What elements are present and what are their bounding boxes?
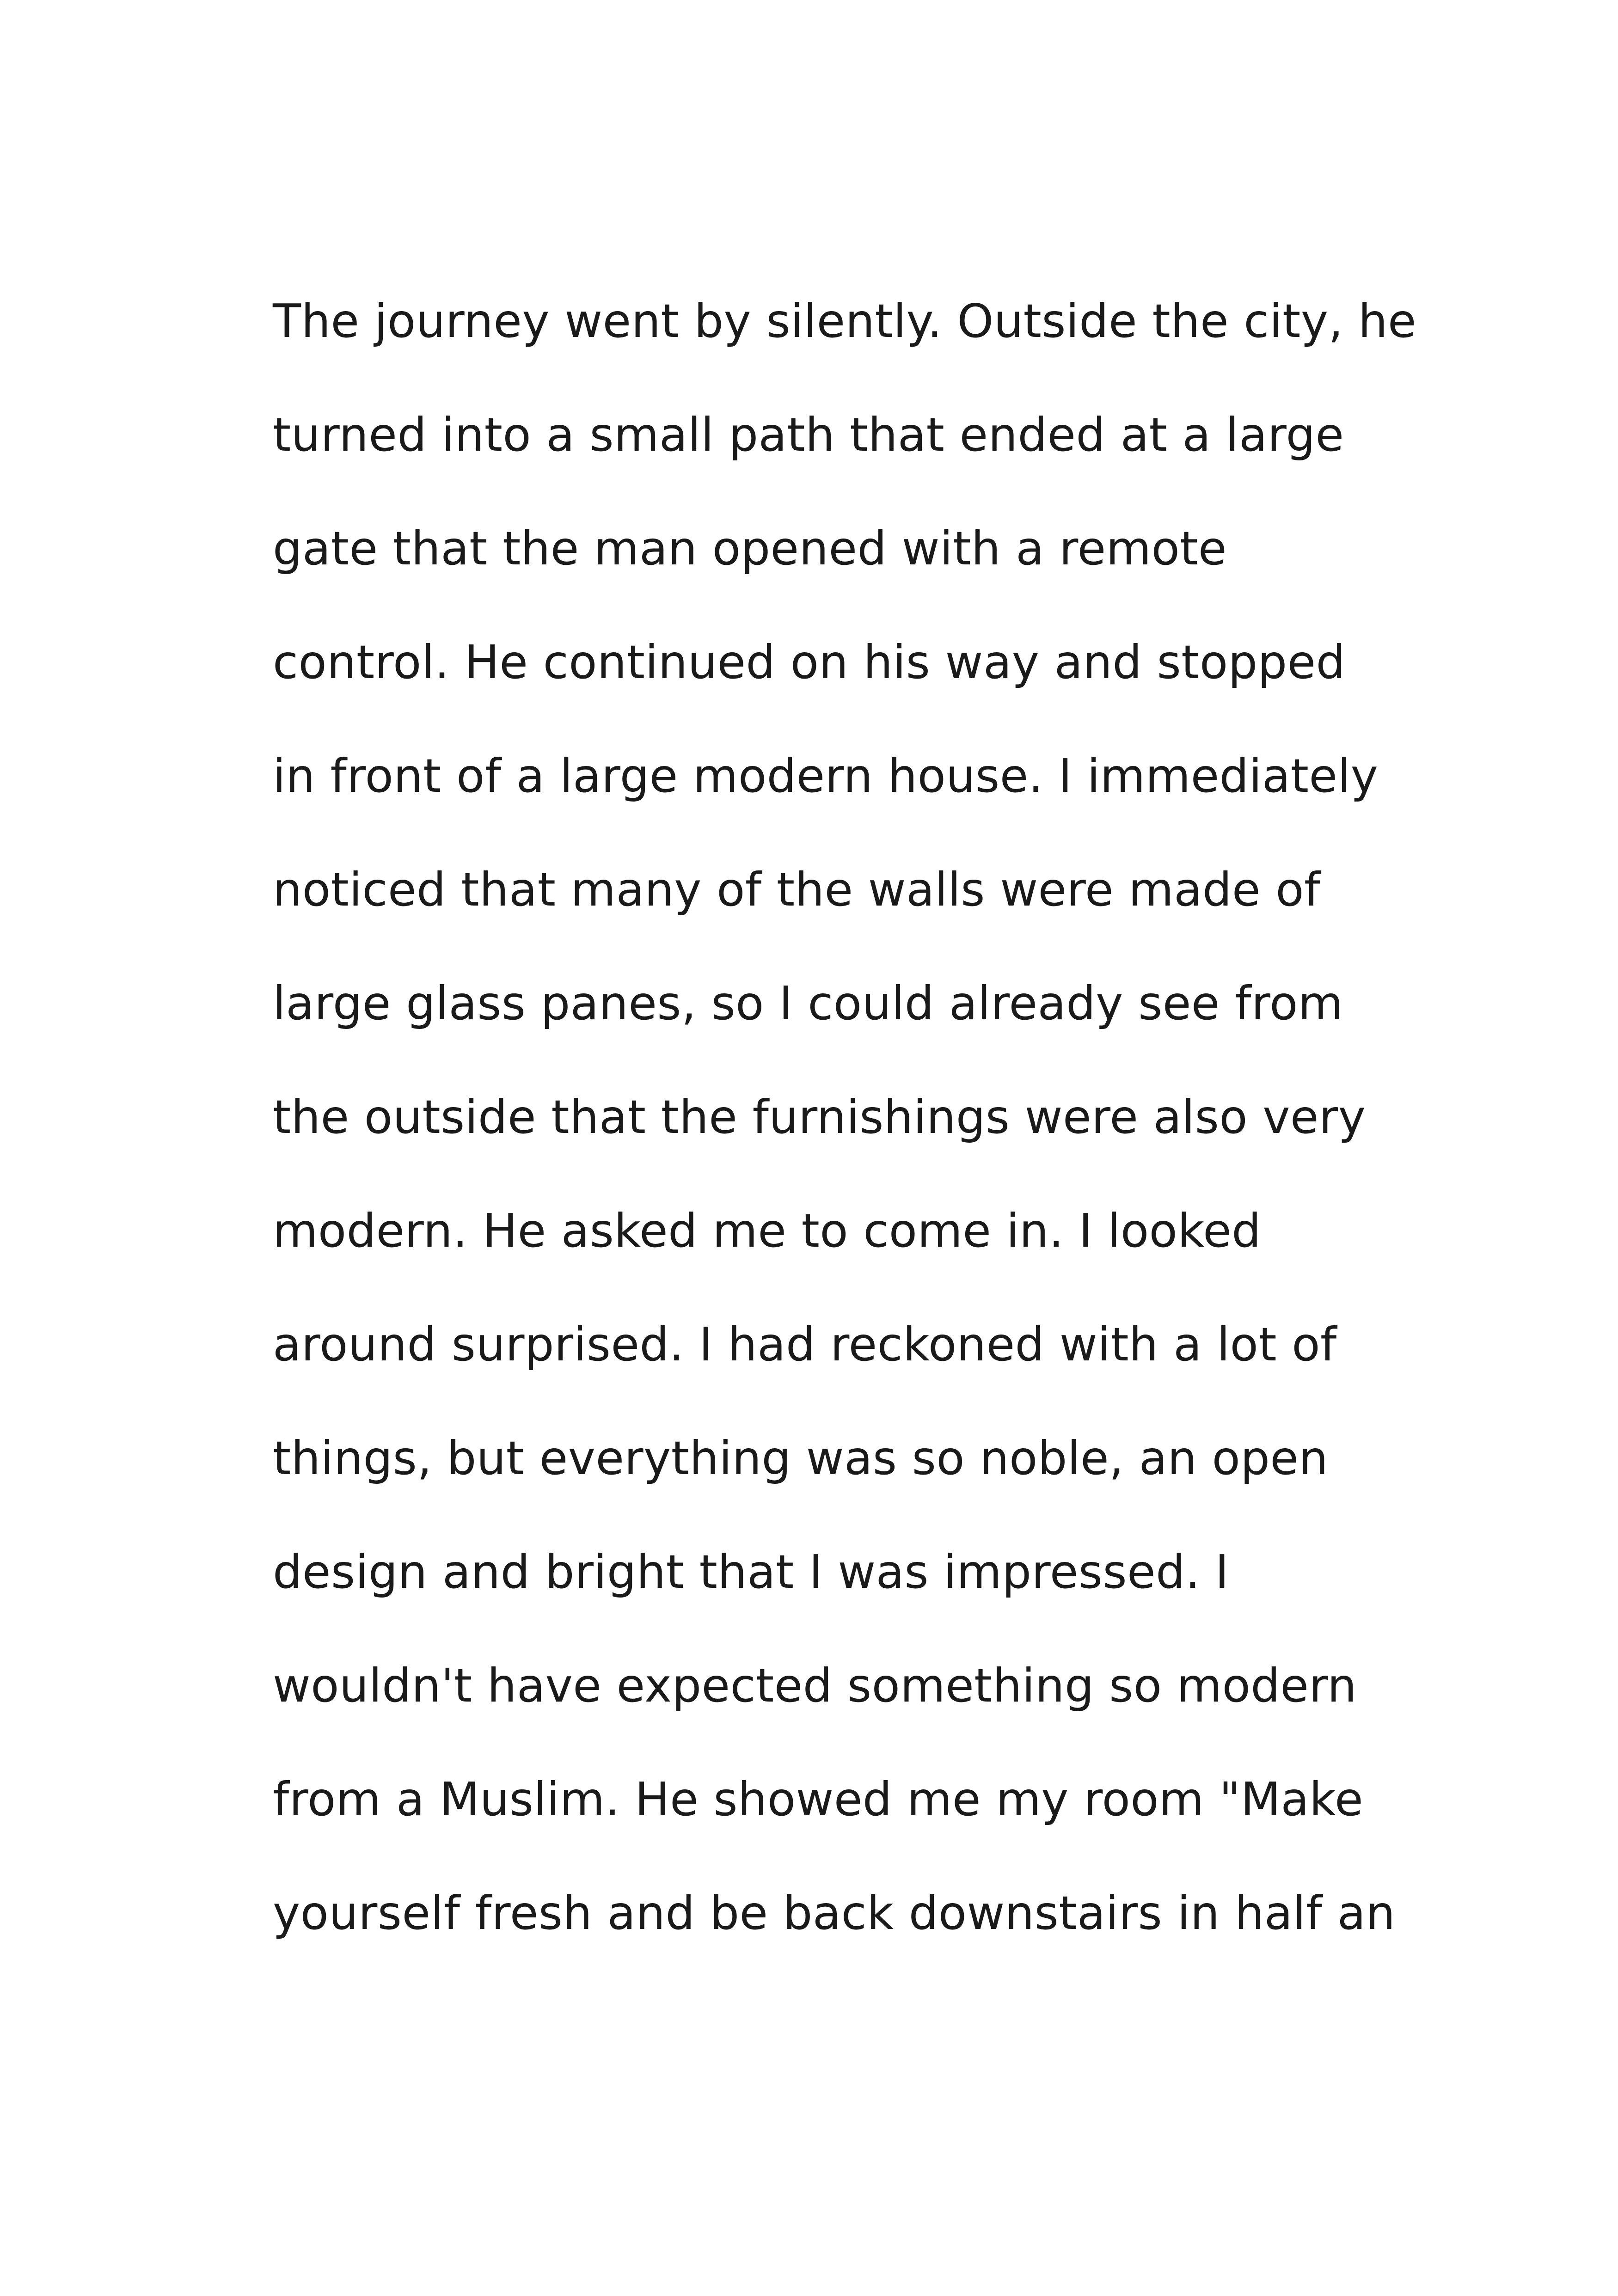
text-line: turned into a small path that ended at a large — [273, 408, 1344, 462]
text-line: The journey went by silently. Outside the city, he — [273, 294, 1417, 348]
body-text — [273, 264, 1428, 1970]
text-line: yourself fresh and be back downstairs in half an — [273, 1886, 1396, 1940]
text-line: large glass panes, so I could already see from — [273, 976, 1343, 1030]
text-line: wouldn't have expected something so modern — [273, 1659, 1357, 1713]
text-line: modern. He asked me to come in. I looked — [273, 1204, 1262, 1258]
text-line: noticed that many of the walls were made of — [273, 863, 1321, 917]
text-line: things, but everything was so noble, an open — [273, 1431, 1329, 1485]
text-line: the outside that the furnishings were also very — [273, 1090, 1366, 1144]
text-line: from a Muslim. He showed me my room "Make — [273, 1772, 1364, 1826]
text-line: gate that the man opened with a remote — [273, 521, 1227, 576]
text-line: design and bright that I was impressed. I — [273, 1545, 1229, 1599]
text-line: control. He continued on his way and stopped — [273, 635, 1346, 689]
text-line: in front of a large modern house. I immediately — [273, 749, 1379, 803]
text-line: around surprised. I had reckoned with a lot of — [273, 1317, 1337, 1371]
